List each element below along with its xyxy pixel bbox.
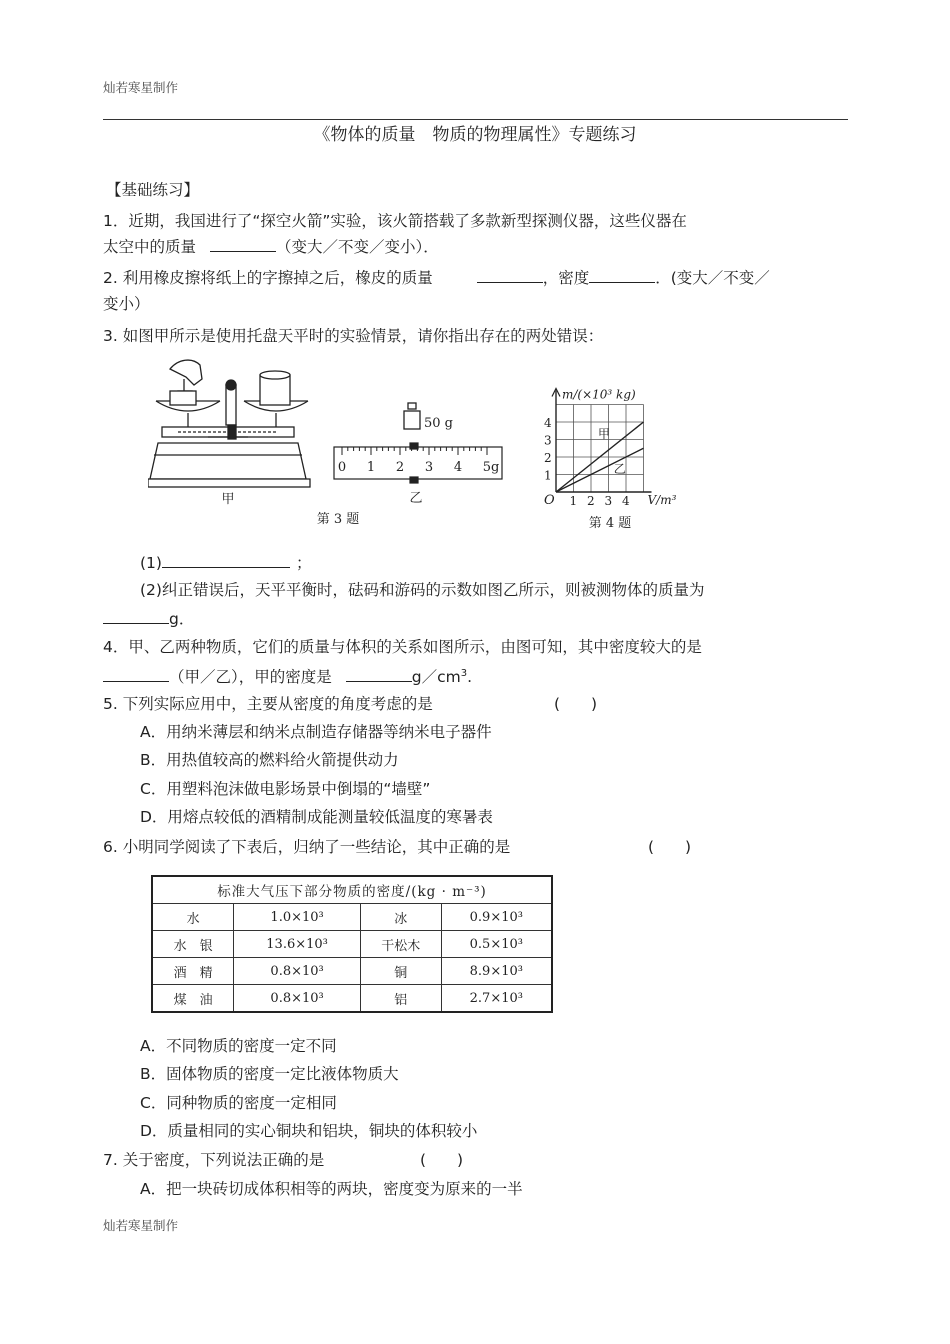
- graph-y-label: m/(×10³ kg): [562, 387, 636, 402]
- q2-text-post: ．(变大／不变／: [655, 269, 770, 287]
- q6-option-a[interactable]: A．不同物质的密度一定不同: [140, 1037, 337, 1055]
- q4-text-mid: （甲／乙），甲的密度是: [169, 668, 332, 687]
- table-cell: 铜: [360, 958, 441, 985]
- q7-option-a[interactable]: A．把一块砖切成体积相等的两块，密度变为原来的一半: [140, 1180, 523, 1198]
- graph-x-label: V/m³: [647, 493, 677, 507]
- table-cell: 0.5×10³: [441, 931, 552, 958]
- graph-y-tick: 1: [544, 468, 552, 483]
- line-jia-label: 甲: [598, 426, 611, 441]
- table-cell: 2.7×10³: [441, 985, 552, 1013]
- page-footer: 灿若寒星制作: [103, 1218, 179, 1233]
- graph-y-tick: 4: [544, 416, 552, 430]
- graph-y-tick: 3: [544, 433, 552, 448]
- q3-sub2-blank[interactable]: [103, 609, 169, 624]
- scale-tick-label: 1: [366, 460, 376, 475]
- line-yi-label: 乙: [613, 461, 626, 476]
- q4-end: .: [467, 668, 473, 687]
- question-3-sub-1: [140, 553, 311, 573]
- q4-answer-blank-2[interactable]: [346, 667, 412, 682]
- table-row: [152, 985, 552, 1013]
- question-3-text: 3. 如图甲所示是使用托盘天平时的实验情景，请你指出存在的两处错误：: [103, 327, 604, 345]
- table-cell: 煤 油: [152, 985, 234, 1013]
- line-yi: [556, 448, 644, 492]
- graph-x-tick: 4: [622, 494, 630, 508]
- question-1-line-1: 1．近期，我国进行了“探空火箭”实验，该火箭搭载了多款新型探测仪器，这些仪器在: [103, 212, 687, 230]
- density-table: [151, 875, 553, 1013]
- section-heading: 【基础练习】: [106, 181, 200, 199]
- question-1-line-2: [103, 237, 439, 257]
- q6-option-d[interactable]: D．质量相同的实心铜块和铝块，铜块的体积较小: [140, 1122, 478, 1140]
- q6-option-c[interactable]: C．同种物质的密度一定相同: [140, 1094, 337, 1112]
- figure-label-yi: 乙: [409, 491, 423, 506]
- q5-option-c[interactable]: C．用塑料泡沫做电影场景中倒塌的“墙壁”: [140, 780, 431, 798]
- scale-tick-label: 2: [395, 460, 405, 475]
- scale-tick-label: 5g: [482, 460, 500, 475]
- question-2-line-2: 变小）: [103, 295, 150, 313]
- question-7-paren[interactable]: ( ): [420, 1151, 464, 1169]
- table-cell: 铝: [360, 985, 441, 1013]
- table-row: [152, 958, 552, 985]
- figure-caption-3: 第 3 题: [316, 512, 360, 527]
- scale-tick-label: 0: [337, 460, 347, 475]
- q5-option-d[interactable]: D．用熔点较低的酒精制成能测量较低温度的寒暑表: [140, 808, 493, 826]
- graph-origin: O: [544, 493, 555, 508]
- table-cell: 冰: [360, 904, 441, 931]
- question-5-paren[interactable]: ( ): [554, 695, 598, 713]
- q1-text-post: （变大／不变／变小）．: [276, 238, 439, 256]
- header-rule: [103, 119, 848, 120]
- question-6-text: 6. 小明同学阅读了下表后，归纳了一些结论，其中正确的是: [103, 838, 511, 856]
- page-header: 灿若寒星制作: [103, 80, 179, 95]
- graph-x-tick: 3: [604, 494, 613, 508]
- mass-volume-graph: [544, 388, 677, 509]
- question-4-line-1: 4．甲、乙两种物质，它们的质量与体积的关系如图所示，由图可知，其中密度较大的是: [103, 638, 702, 656]
- question-2-line-1: [103, 268, 770, 288]
- table-cell: 酒 精: [152, 958, 234, 985]
- table-cell: 1.0×10³: [234, 904, 360, 931]
- table-row: [152, 904, 552, 931]
- question-3-sub-2-answer: [103, 609, 194, 629]
- table-cell: 0.8×10³: [234, 985, 360, 1013]
- q2-text-mid: ，密度: [542, 269, 590, 287]
- q3-sub2-unit: g．: [169, 610, 195, 628]
- q3-sub1-label: (1): [140, 554, 162, 572]
- table-cell: 0.8×10³: [234, 958, 360, 985]
- balance-illustration: [148, 360, 310, 487]
- graph-y-tick: 2: [544, 451, 552, 465]
- weight-label: 50 g: [424, 416, 453, 431]
- question-7-text: 7. 关于密度，下列说法正确的是: [103, 1151, 325, 1169]
- figure-caption-4: 第 4 题: [588, 516, 632, 531]
- table-cell: 0.9×10³: [441, 904, 552, 931]
- q6-option-b[interactable]: B．固体物质的密度一定比液体物质大: [140, 1065, 399, 1083]
- graph-x-tick: 1: [569, 494, 578, 508]
- scale-tick-label: 3: [424, 460, 434, 475]
- table-cell: 水 银: [152, 931, 234, 958]
- table-row: [152, 931, 552, 958]
- question-5-text: 5. 下列实际应用中，主要从密度的角度考虑的是: [103, 695, 433, 713]
- table-cell: 13.6×10³: [234, 931, 360, 958]
- figure-balance-and-graph: [148, 355, 708, 540]
- q2-text-pre: 2. 利用橡皮擦将纸上的字擦掉之后，橡皮的质量: [103, 269, 433, 287]
- q3-sub1-end: ；: [295, 554, 312, 572]
- q4-unit-sup: 3: [460, 668, 468, 679]
- q4-answer-blank-1[interactable]: [103, 667, 169, 682]
- q3-sub1-blank[interactable]: [162, 553, 290, 568]
- scale-tick-label: 4: [453, 460, 463, 475]
- page-title: 《物体的质量 物质的物理属性》专题练习: [313, 125, 637, 145]
- q1-text-pre: 太空中的质量: [103, 238, 197, 256]
- q5-option-a[interactable]: A．用纳米薄层和纳米点制造存储器等纳米电子器件: [140, 723, 492, 741]
- density-table-title: 标准大气压下部分物质的密度/(kg · m⁻³): [152, 876, 552, 904]
- weight-icon: [404, 403, 420, 429]
- question-6-paren[interactable]: ( ): [648, 838, 692, 856]
- q2-answer-blank-2[interactable]: [589, 268, 655, 283]
- table-cell: 水: [152, 904, 234, 931]
- figure-label-jia: 甲: [221, 492, 235, 507]
- q4-unit: g／cm: [411, 668, 461, 687]
- graph-x-tick: 2: [587, 494, 595, 508]
- question-4-line-2: [103, 664, 472, 687]
- q1-answer-blank[interactable]: [210, 237, 276, 252]
- q2-answer-blank-1[interactable]: [477, 268, 543, 283]
- table-cell: 干松木: [360, 931, 441, 958]
- table-cell: 8.9×10³: [441, 958, 552, 985]
- question-3-sub-2: (2)纠正错误后，天平平衡时，砝码和游码的示数如图乙所示，则被测物体的质量为: [140, 581, 705, 599]
- q5-option-b[interactable]: B．用热值较高的燃料给火箭提供动力: [140, 751, 399, 769]
